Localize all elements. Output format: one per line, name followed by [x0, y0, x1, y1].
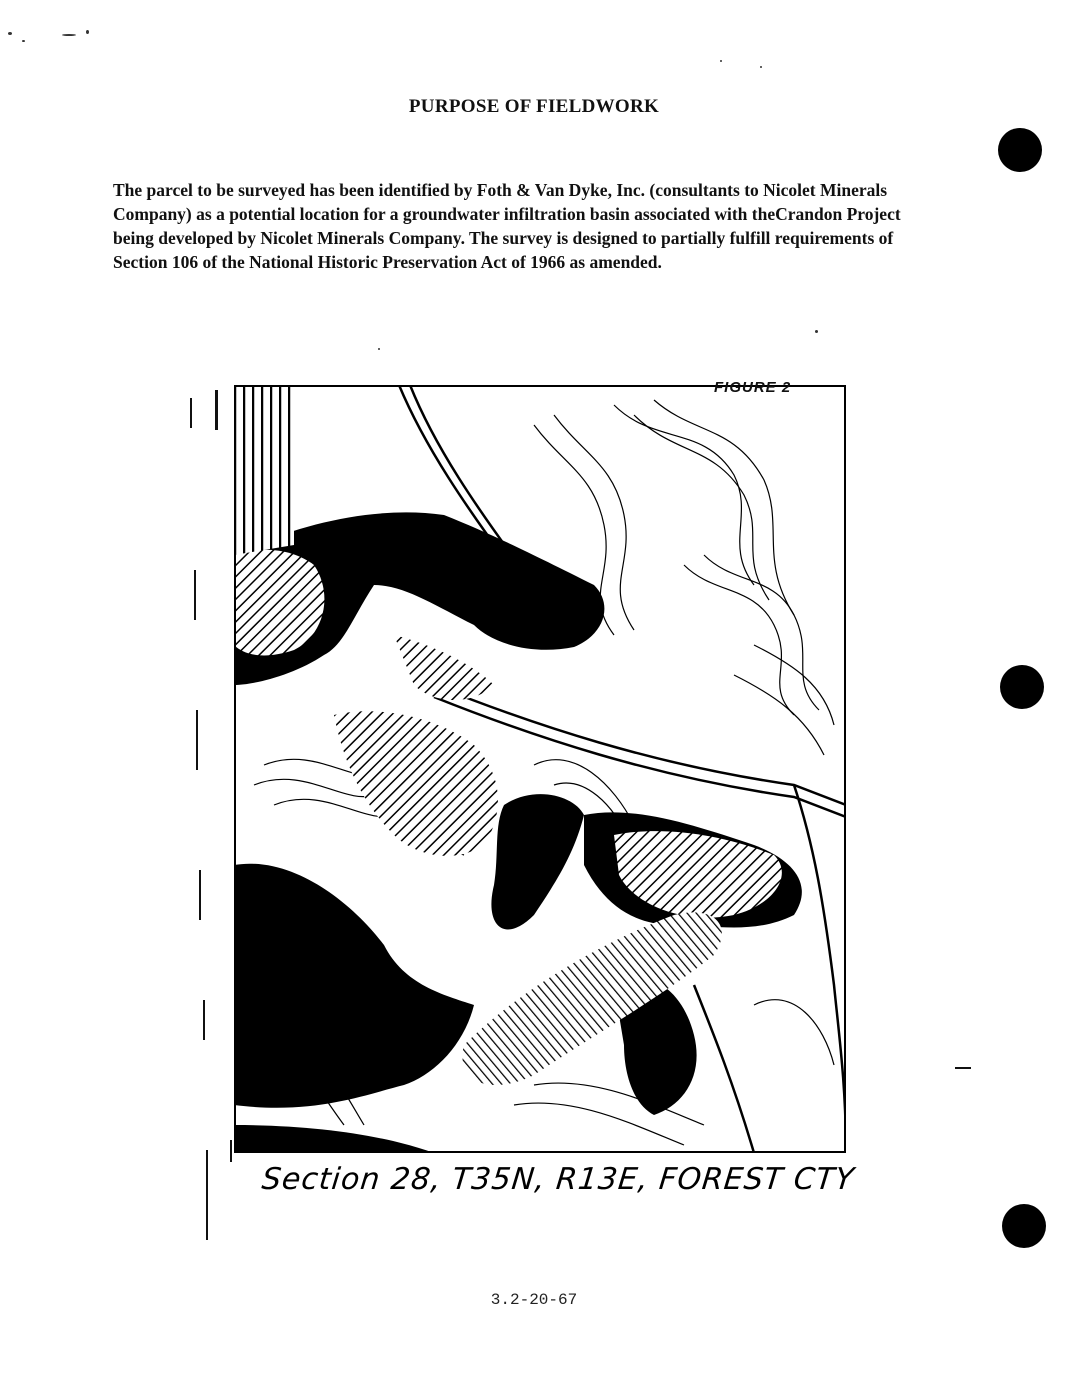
margin-line: [955, 1067, 971, 1069]
margin-line: [199, 870, 201, 920]
scan-speck: [815, 330, 818, 333]
page-title: PURPOSE OF FIELDWORK: [408, 96, 660, 117]
purpose-paragraph: The parcel to be surveyed has been identified by Foth & Van Dyke, Inc. (consultants to Nicolet Minerals Company) as a potential location for a groundwater infiltration basin associated with theCrandon Project being developed by Nicolet Minerals Company. The survey is designed to partially fulfill requirements of Section 106 of the National Historic Preservation Act of 1966 as amended.: [113, 180, 901, 272]
punch-hole-middle: [1000, 665, 1044, 709]
scan-speck: [720, 60, 722, 62]
scan-speck: [62, 34, 76, 36]
map-caption: Section 28, T35N, R13E, FOREST CTY: [260, 1162, 857, 1197]
margin-line: [190, 398, 192, 428]
figure-label: FIGURE 2: [714, 379, 792, 396]
punch-hole-top: [998, 128, 1042, 172]
scan-speck: [8, 32, 12, 35]
scan-speck: [86, 30, 89, 34]
margin-line: [196, 710, 198, 770]
hatched-area: [234, 385, 294, 555]
scan-speck: [760, 66, 762, 68]
page-number: 3.2-20-67: [490, 1291, 578, 1309]
margin-line: [203, 1000, 205, 1040]
scan-speck: [22, 40, 25, 42]
punch-hole-bottom: [1002, 1204, 1046, 1248]
margin-line: [215, 390, 218, 430]
margin-line: [230, 1140, 232, 1162]
scan-speck: [378, 348, 380, 350]
margin-line: [206, 1150, 208, 1240]
topographic-map: [234, 385, 846, 1153]
margin-line: [194, 570, 196, 620]
